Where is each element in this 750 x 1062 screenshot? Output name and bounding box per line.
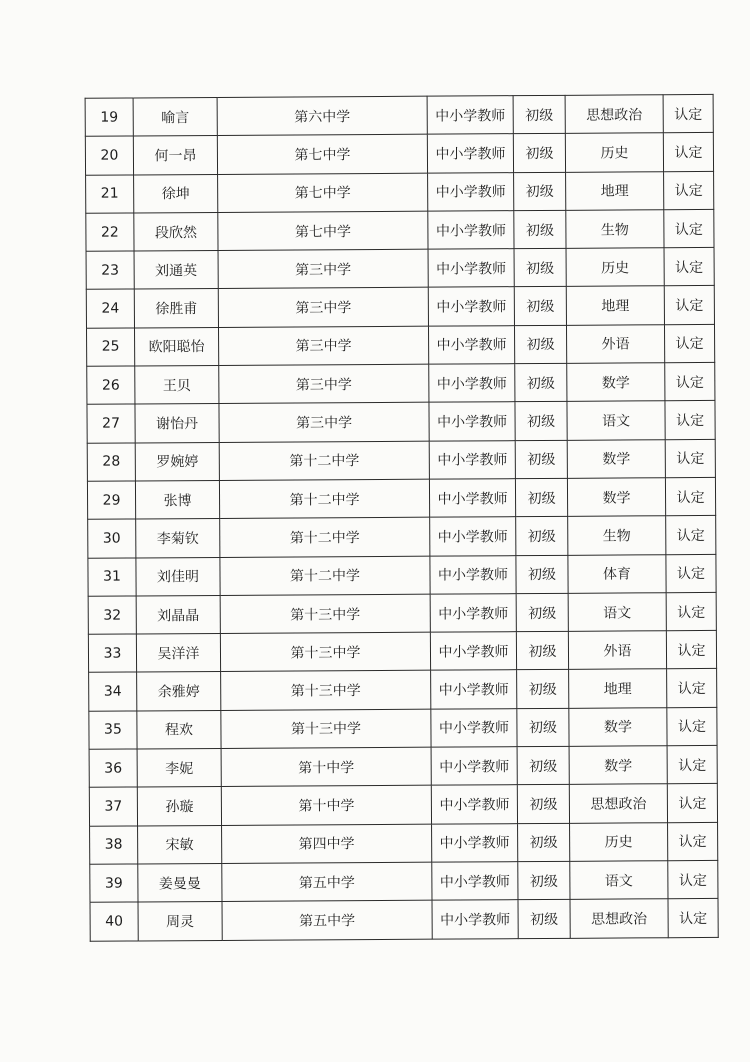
table-row <box>89 707 717 749</box>
cell-teacher-type: 中小学教师 <box>432 862 518 901</box>
cell-name: 刘晶晶 <box>136 595 220 634</box>
table-row <box>89 784 717 826</box>
cell-level: 初级 <box>513 134 565 173</box>
cell-status: 认定 <box>667 707 717 746</box>
cell-school: 第三中学 <box>218 249 428 289</box>
cell-subject: 数学 <box>569 707 667 746</box>
cell-name: 刘通英 <box>134 251 218 290</box>
cell-subject: 体育 <box>568 554 666 593</box>
cell-number: 35 <box>89 711 137 750</box>
cell-subject: 语文 <box>568 593 666 632</box>
cell-subject: 语文 <box>570 861 668 900</box>
cell-subject: 历史 <box>565 133 663 172</box>
cell-status: 认定 <box>664 324 714 363</box>
cell-level: 初级 <box>517 670 569 709</box>
cell-subject: 思想政治 <box>569 784 667 823</box>
cell-teacher-type: 中小学教师 <box>428 249 514 288</box>
cell-teacher-type: 中小学教师 <box>431 785 517 824</box>
cell-teacher-type: 中小学教师 <box>428 287 514 326</box>
cell-status: 认定 <box>666 592 716 631</box>
cell-level: 初级 <box>515 478 567 517</box>
cell-level: 初级 <box>514 249 566 288</box>
cell-status: 认定 <box>663 133 713 172</box>
cell-level: 初级 <box>514 172 566 211</box>
cell-teacher-type: 中小学教师 <box>429 402 515 441</box>
cell-level: 初级 <box>516 517 568 556</box>
cell-school: 第十中学 <box>221 786 431 826</box>
cell-school: 第五中学 <box>222 900 432 940</box>
cell-teacher-type: 中小学教师 <box>432 823 518 862</box>
cell-teacher-type: 中小学教师 <box>429 440 515 479</box>
cell-subject: 地理 <box>566 286 664 325</box>
cell-level: 初级 <box>515 402 567 441</box>
table-row <box>88 516 716 558</box>
cell-level: 初级 <box>518 823 570 862</box>
cell-name: 程欢 <box>137 710 221 749</box>
cell-name: 徐胜甫 <box>134 289 218 328</box>
cell-number: 24 <box>86 289 134 328</box>
cell-teacher-type: 中小学教师 <box>428 325 514 364</box>
cell-subject: 生物 <box>566 210 664 249</box>
cell-subject: 数学 <box>567 363 665 402</box>
cell-name: 吴洋洋 <box>136 634 220 673</box>
cell-name: 罗婉婷 <box>135 442 219 481</box>
cell-teacher-type: 中小学教师 <box>427 96 513 135</box>
cell-school: 第十二中学 <box>219 479 429 519</box>
cell-subject: 思想政治 <box>565 95 663 134</box>
cell-name: 宋敏 <box>138 825 222 864</box>
table-row <box>89 745 717 787</box>
table-row <box>85 133 713 175</box>
cell-number: 29 <box>87 481 135 520</box>
cell-number: 25 <box>86 328 134 367</box>
cell-number: 38 <box>90 826 138 865</box>
cell-name: 何一昂 <box>133 136 217 175</box>
cell-status: 认定 <box>663 94 713 133</box>
cell-subject: 历史 <box>566 248 664 287</box>
cell-status: 认定 <box>665 477 715 516</box>
cell-status: 认定 <box>665 401 715 440</box>
cell-number: 31 <box>88 558 136 597</box>
cell-status: 认定 <box>666 516 716 555</box>
cell-level: 初级 <box>516 631 568 670</box>
cell-number: 30 <box>88 519 136 558</box>
cell-name: 周灵 <box>138 902 222 941</box>
teacher-qualification-table <box>85 94 719 941</box>
cell-number: 36 <box>89 749 137 788</box>
cell-status: 认定 <box>667 669 717 708</box>
cell-status: 认定 <box>664 171 714 210</box>
cell-status: 认定 <box>666 554 716 593</box>
cell-teacher-type: 中小学教师 <box>431 708 517 747</box>
cell-level: 初级 <box>517 785 569 824</box>
cell-number: 32 <box>88 596 136 635</box>
cell-school: 第五中学 <box>222 862 432 902</box>
cell-number: 19 <box>85 98 133 137</box>
cell-teacher-type: 中小学教师 <box>429 479 515 518</box>
cell-name: 谢怡丹 <box>135 404 219 443</box>
cell-teacher-type: 中小学教师 <box>430 594 516 633</box>
cell-number: 27 <box>87 404 135 443</box>
cell-teacher-type: 中小学教师 <box>428 172 514 211</box>
cell-teacher-type: 中小学教师 <box>427 134 513 173</box>
cell-school: 第三中学 <box>218 326 428 366</box>
cell-level: 初级 <box>518 861 570 900</box>
cell-number: 23 <box>86 251 134 290</box>
cell-status: 认定 <box>667 745 717 784</box>
cell-subject: 地理 <box>566 171 664 210</box>
cell-subject: 数学 <box>567 439 665 478</box>
cell-name: 李妮 <box>137 749 221 788</box>
cell-school: 第十三中学 <box>220 594 430 634</box>
cell-status: 认定 <box>668 899 718 938</box>
cell-level: 初级 <box>517 708 569 747</box>
cell-number: 40 <box>90 902 138 941</box>
cell-status: 认定 <box>666 631 716 670</box>
cell-name: 张博 <box>135 480 219 519</box>
cell-level: 初级 <box>515 363 567 402</box>
cell-school: 第四中学 <box>222 824 432 864</box>
cell-status: 认定 <box>664 209 714 248</box>
cell-teacher-type: 中小学教师 <box>430 632 516 671</box>
cell-status: 认定 <box>665 363 715 402</box>
cell-school: 第七中学 <box>218 211 428 251</box>
cell-number: 20 <box>85 136 133 175</box>
cell-status: 认定 <box>667 784 717 823</box>
table-row <box>87 439 715 481</box>
cell-level: 初级 <box>514 325 566 364</box>
cell-subject: 语文 <box>567 401 665 440</box>
cell-subject: 数学 <box>567 478 665 517</box>
cell-teacher-type: 中小学教师 <box>431 670 517 709</box>
cell-status: 认定 <box>664 286 714 325</box>
cell-name: 段欣然 <box>134 212 218 251</box>
cell-level: 初级 <box>516 593 568 632</box>
cell-number: 37 <box>89 787 137 826</box>
cell-school: 第十三中学 <box>220 632 430 672</box>
cell-school: 第七中学 <box>217 134 427 174</box>
cell-name: 喻言 <box>133 97 217 136</box>
table-row <box>85 94 713 136</box>
cell-number: 26 <box>87 366 135 405</box>
table-row <box>86 324 714 366</box>
cell-name: 欧阳聪怡 <box>134 327 218 366</box>
cell-number: 33 <box>88 634 136 673</box>
cell-name: 姜曼曼 <box>138 863 222 902</box>
cell-number: 22 <box>86 213 134 252</box>
cell-teacher-type: 中小学教师 <box>432 900 518 939</box>
cell-school: 第十三中学 <box>221 671 431 711</box>
table-row <box>88 631 716 673</box>
table-row <box>90 899 718 941</box>
cell-subject: 生物 <box>568 516 666 555</box>
cell-level: 初级 <box>513 95 565 134</box>
cell-subject: 数学 <box>569 746 667 785</box>
table-row <box>88 554 716 596</box>
cell-subject: 外语 <box>568 631 666 670</box>
cell-school: 第六中学 <box>217 96 427 136</box>
table-row <box>86 286 714 328</box>
cell-teacher-type: 中小学教师 <box>430 517 516 556</box>
table-row <box>86 248 714 290</box>
cell-number: 39 <box>90 864 138 903</box>
cell-teacher-type: 中小学教师 <box>428 211 514 250</box>
cell-status: 认定 <box>665 439 715 478</box>
table-row <box>87 477 715 519</box>
table-row <box>90 822 718 864</box>
cell-school: 第十三中学 <box>221 709 431 749</box>
cell-level: 初级 <box>514 210 566 249</box>
cell-name: 徐坤 <box>134 174 218 213</box>
cell-level: 初级 <box>515 440 567 479</box>
cell-school: 第三中学 <box>219 364 429 404</box>
cell-level: 初级 <box>517 746 569 785</box>
cell-teacher-type: 中小学教师 <box>429 364 515 403</box>
cell-school: 第七中学 <box>218 173 428 213</box>
table-row <box>88 592 716 634</box>
cell-number: 28 <box>87 443 135 482</box>
cell-status: 认定 <box>668 860 718 899</box>
cell-number: 21 <box>86 175 134 214</box>
cell-name: 李菊钦 <box>136 519 220 558</box>
table-row <box>87 401 715 443</box>
table-row <box>90 860 718 902</box>
cell-subject: 地理 <box>569 669 667 708</box>
table-row <box>86 209 714 251</box>
cell-status: 认定 <box>664 248 714 287</box>
cell-name: 余雅婷 <box>137 672 221 711</box>
table-row <box>87 363 715 405</box>
cell-name: 刘佳明 <box>136 557 220 596</box>
cell-name: 王贝 <box>135 366 219 405</box>
cell-name: 孙璇 <box>137 787 221 826</box>
cell-number: 34 <box>89 672 137 711</box>
cell-school: 第十二中学 <box>219 441 429 481</box>
cell-school: 第三中学 <box>218 288 428 328</box>
table-body <box>85 94 718 940</box>
cell-school: 第三中学 <box>219 403 429 443</box>
cell-teacher-type: 中小学教师 <box>431 747 517 786</box>
cell-teacher-type: 中小学教师 <box>430 555 516 594</box>
cell-subject: 外语 <box>566 325 664 364</box>
cell-level: 初级 <box>516 555 568 594</box>
cell-school: 第十中学 <box>221 747 431 787</box>
table-row <box>86 171 714 213</box>
cell-subject: 历史 <box>570 822 668 861</box>
cell-level: 初级 <box>514 287 566 326</box>
cell-school: 第十二中学 <box>220 556 430 596</box>
cell-status: 认定 <box>668 822 718 861</box>
cell-level: 初级 <box>518 900 570 939</box>
table-row <box>89 669 717 711</box>
cell-school: 第十二中学 <box>220 517 430 557</box>
cell-subject: 思想政治 <box>570 899 668 938</box>
